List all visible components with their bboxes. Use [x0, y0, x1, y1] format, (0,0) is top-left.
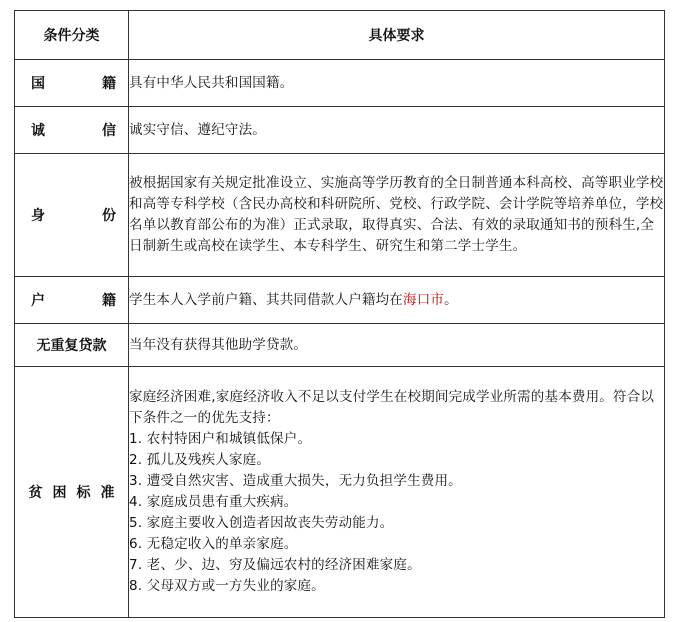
label-poverty-standard: 贫 困 标 准: [28, 485, 115, 501]
content-nationality: 具有中华人民共和国国籍。: [129, 60, 665, 107]
row-nationality: [15, 60, 665, 107]
row-poverty-standard: [15, 367, 665, 618]
content-integrity: 诚实守信、遵纪守法。: [129, 107, 665, 154]
list-item: 8. 父母双方或一方失业的家庭。: [129, 578, 325, 594]
list-item: 5. 家庭主要收入创造者因故丧失劳动能力。: [129, 515, 394, 531]
content-household: 学生本人入学前户籍、其共同借款人户籍均在海口市。: [129, 277, 665, 324]
list-item: 2. 孤儿及残疾人家庭。: [129, 452, 271, 468]
content-identity: 被根据国家有关规定批准设立、实施高等学历教育的全日制普通本科高校、高等职业学校和高等专科学校（含民办高校和科研院所、党校、行政学院、会计学院等培养单位，学校名单以教育部公布的为准）正式录取，取得真实、合法、有效的录取通知书的预科生,全日制新生或高校在读学生、本专科学生、研究生和第二学士学生。: [129, 154, 665, 277]
header-requirement: 具体要求: [129, 11, 665, 60]
list-item: 6. 无稳定收入的单亲家庭。: [129, 536, 298, 552]
list-item: 1. 农村特困户和城镇低保户。: [129, 431, 312, 447]
row-household: [15, 277, 665, 324]
list-item: 3. 遭受自然灾害、造成重大损失，无力负担学生费用。: [129, 473, 462, 489]
label-nationality: 国 籍: [31, 76, 116, 92]
label-no-duplicate-loan: 无重复贷款: [36, 338, 107, 354]
row-no-duplicate-loan: [15, 324, 665, 367]
row-integrity: [15, 107, 665, 154]
header-row: [15, 11, 665, 60]
poverty-conditions-list: [129, 429, 664, 597]
content-poverty-standard: [129, 367, 665, 618]
list-item: 7. 老、少、边、穷及偏远农村的经济困难家庭。: [129, 557, 421, 573]
label-identity: 身 份: [31, 208, 116, 224]
poverty-intro: 家庭经济困难,家庭经济收入不足以支付学生在校期间完成学业所需的基本费用。符合以下条件之一的优先支持：: [129, 389, 655, 426]
requirements-table: [14, 10, 665, 618]
highlight-city: 海口市: [403, 291, 445, 308]
list-item: 4. 家庭成员患有重大疾病。: [129, 494, 298, 510]
label-household: 户 籍: [31, 293, 116, 309]
label-integrity: 诚 信: [31, 123, 116, 139]
content-no-duplicate-loan: 当年没有获得其他助学贷款。: [129, 324, 665, 367]
row-identity: [15, 154, 665, 277]
header-category: 条件分类: [15, 11, 129, 60]
